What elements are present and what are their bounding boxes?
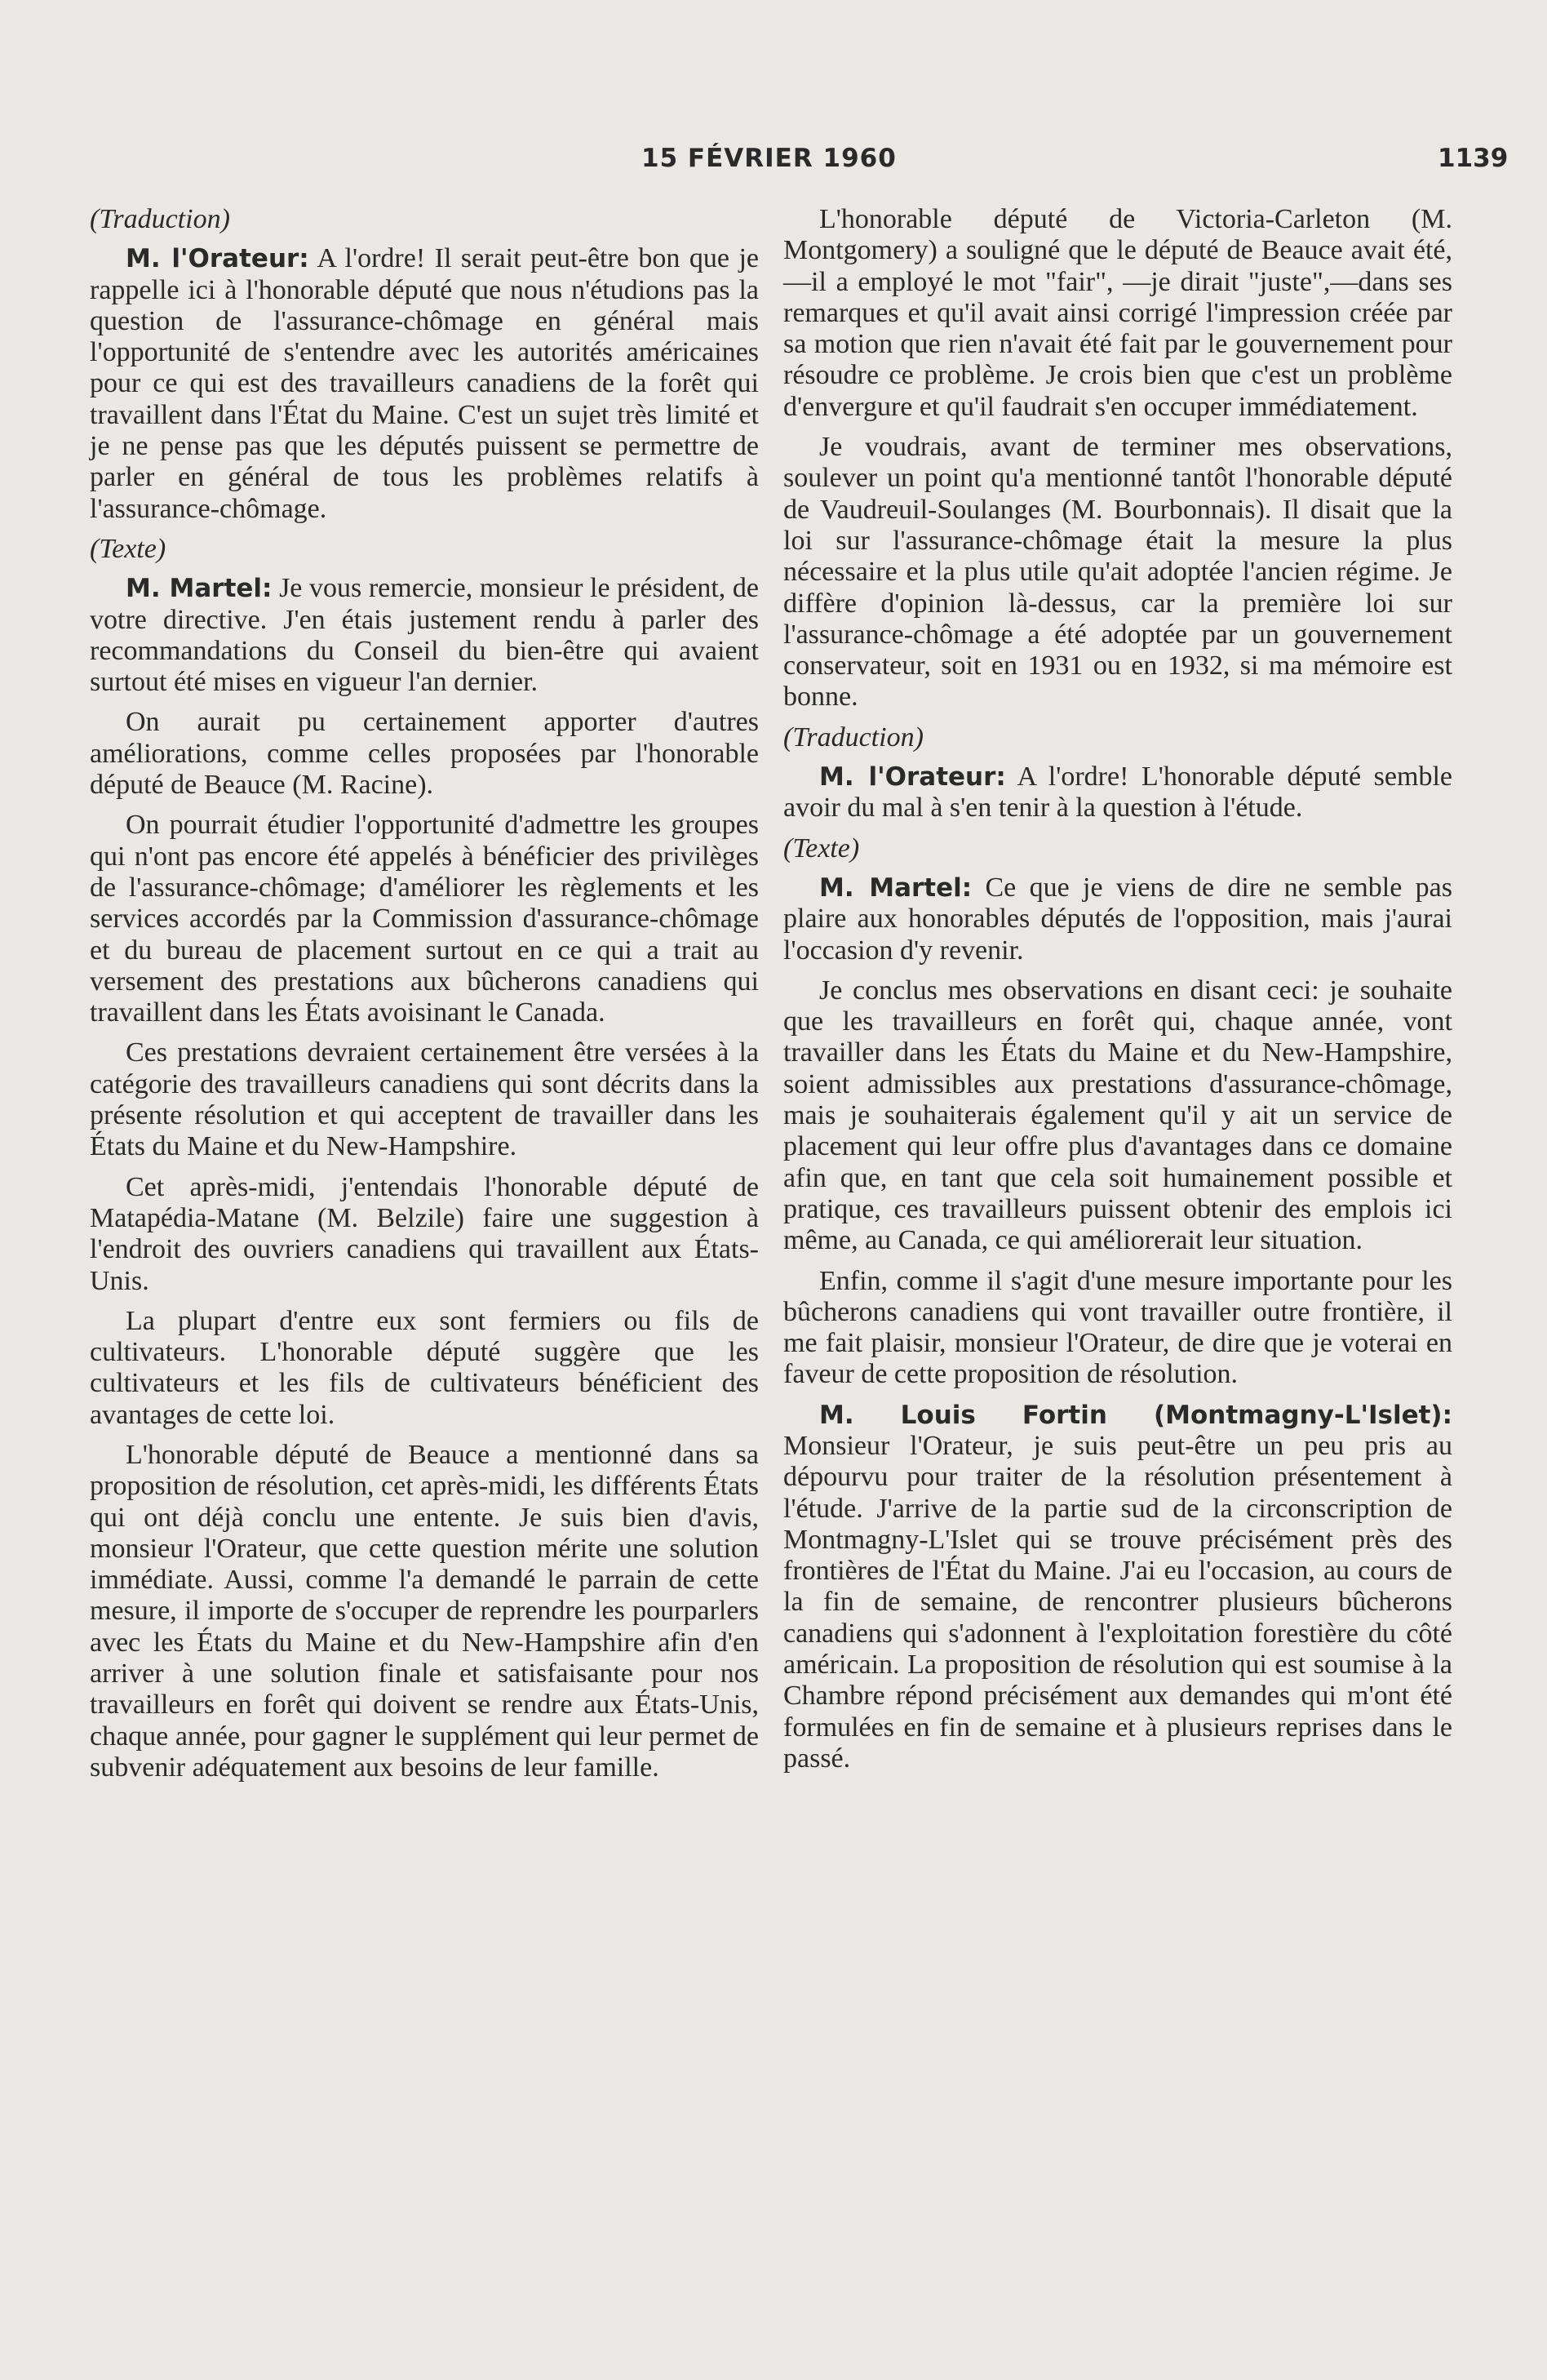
header-date: 15 FÉVRIER 1960	[641, 144, 897, 173]
paragraph: On pourrait étudier l'opportunité d'admettre les groupes qui n'ont pas encore été appelés à bénéficier des privilèges de l'assurance-chômage; d'améliorer les règlements et les services accordés par la Commission d'assurance-chômage et du bureau de placement surtout en ce qui a trait au versement des prestations aux bûcherons canadiens qui travaillent dans les États avoisinant le Canada.	[90, 810, 759, 1028]
paragraph-martel	[90, 573, 759, 698]
speaker-name: M. Louis Fortin (Montmagny-L'Islet):	[819, 1400, 1452, 1430]
paragraph: L'honorable député de Beauce a mentionné dans sa proposition de résolution, cet après-midi, les différents États qui ont déjà conclu une entente. Je suis bien d'avis, monsieur l'Orateur, que cette question mérite une solution immédiate. Aussi, comme l'a demandé le parrain de cette mesure, il importe de s'occuper de reprendre les pourparlers avec les États du Maine et du New-Hampshire afin d'en arriver à une solution finale et satisfaisante pour nos travailleurs en forêt qui doivent se rendre aux États-Unis, chaque année, pour gagner le supplément qui leur permet de subvenir adéquatement aux besoins de leur famille.	[90, 1439, 759, 1783]
section-label-traduction: (Traduction)	[783, 722, 924, 753]
paragraph: Cet après-midi, j'entendais l'honorable député de Matapédia-Matane (M. Belzile) faire une suggestion à l'endroit des ouvriers canadiens qui travaillent aux États-Unis.	[90, 1171, 759, 1296]
paragraph-orateur	[90, 243, 759, 525]
paragraph: On aurait pu certainement apporter d'autres améliorations, comme celles proposées par l'honorable député de Beauce (M. Racine).	[90, 707, 759, 801]
paragraph: Enfin, comme il s'agit d'une mesure importante pour les bûcherons canadiens qui vont travailler outre frontière, il me fait plaisir, monsieur l'Orateur, de dire que je voterai en faveur de cette proposition de résolution.	[783, 1265, 1452, 1390]
right-column	[783, 204, 1452, 1783]
page-number: 1139	[1438, 144, 1509, 173]
paragraph-orateur	[783, 762, 1452, 824]
paragraph-martel	[783, 873, 1452, 966]
speaker-name: M. Martel:	[126, 574, 273, 604]
paragraph-text: Monsieur l'Orateur, je suis peut-être un peu pris au dépourvu pour traiter de la résolution présentement à l'étude. J'arrive de la partie sud de la circonscription de Montmagny-L'Islet qui se trouve précisément près des frontières de l'État du Maine. J'ai eu l'occasion, au cours de la fin de semaine, de rencontrer plusieurs bûcherons canadiens qui s'adonnent à l'exploitation forestière du côté américain. La proposition de résolution qui est soumise à la Chambre répond précisément aux demandes qui m'ont été formulées en fin de semaine et à plusieurs reprises dans le passé.	[783, 1430, 1452, 1774]
page-header	[0, 144, 1547, 184]
speaker-name: M. Martel:	[819, 873, 973, 903]
speaker-name: M. l'Orateur:	[819, 762, 1006, 793]
paragraph: L'honorable député de Victoria-Carleton (M. Montgomery) a souligné que le député de Beauce avait été,—il a employé le mot "fair", —je dirait "juste",—dans ses remarques et qu'il avait ainsi corrigé l'impression créée par sa motion que rien n'avait été fait par le gouvernement pour résoudre ce problème. Je crois bien que c'est un problème d'envergure et qu'il faudrait s'en occuper immédiatement.	[783, 204, 1452, 422]
paragraph-fortin	[783, 1400, 1452, 1775]
section-label-texte: (Texte)	[90, 533, 166, 564]
paragraph-text: A l'ordre! Il serait peut-être bon que je rappelle ici à l'honorable député que nous n'étudions pas la question de l'assurance-chômage en général mais l'opportunité de s'entendre avec les autorités américaines pour ce qui est des travailleurs canadiens de la forêt qui travaillent dans l'État du Maine. C'est un sujet très limité et je ne pense pas que les députés puissent se permettre de parler en général de tous les problèmes relatifs à l'assurance-chômage.	[90, 243, 759, 524]
speaker-name: M. l'Orateur:	[126, 244, 309, 274]
paragraph-text: Ce que je viens de dire ne semble pas plaire aux honorables députés de l'opposition, mais j'aurai l'occasion d'y revenir.	[783, 872, 1452, 966]
paragraph-text: A l'ordre! L'honorable député semble avoir du mal à s'en tenir à la question à l'étude.	[783, 762, 1452, 824]
left-column	[90, 204, 759, 1792]
section-label-traduction: (Traduction)	[90, 204, 230, 234]
paragraph: Je voudrais, avant de terminer mes observations, soulever un point qu'a mentionné tantôt l'honorable député de Vaudreuil-Soulanges (M. Bourbonnais). Il disait que la loi sur l'assurance-chômage était la mesure la plus nécessaire et la plus utile qu'ait adoptée l'ancien régime. Je diffère d'opinion là-dessus, car la première loi sur l'assurance-chômage a été adoptée par un gouvernement conservateur, soit en 1931 ou en 1932, si ma mémoire est bonne.	[783, 432, 1452, 713]
section-label-texte: (Texte)	[783, 833, 860, 864]
paragraph-text: Je vous remercie, monsieur le président, de votre directive. J'en étais justement rendu à parler des recommandations du Conseil du bien-être qui avaient surtout été mises en vigueur l'an dernier.	[90, 573, 759, 698]
paragraph: Ces prestations devraient certainement être versées à la catégorie des travailleurs canadiens qui sont décrits dans la présente résolution et qui acceptent de travailler dans les États du Maine et du New-Hampshire.	[90, 1037, 759, 1162]
paragraph: La plupart d'entre eux sont fermiers ou fils de cultivateurs. L'honorable député suggère que les cultivateurs et les fils de cultivateurs bénéficient des avantages de cette loi.	[90, 1305, 759, 1430]
paragraph: Je conclus mes observations en disant ceci: je souhaite que les travailleurs en forêt qui, chaque année, vont travailler dans les États du Maine et du New-Hampshire, soient admissibles aux prestations d'assurance-chômage, mais je souhaiterais également qu'il y ait un service de placement qui leur offre plus d'avantages dans ce domaine afin que, en tant que cela soit humainement possible et pratique, ces travailleurs puissent obtenir des emplois ici même, au Canada, ce qui améliorerait leur situation.	[783, 975, 1452, 1256]
